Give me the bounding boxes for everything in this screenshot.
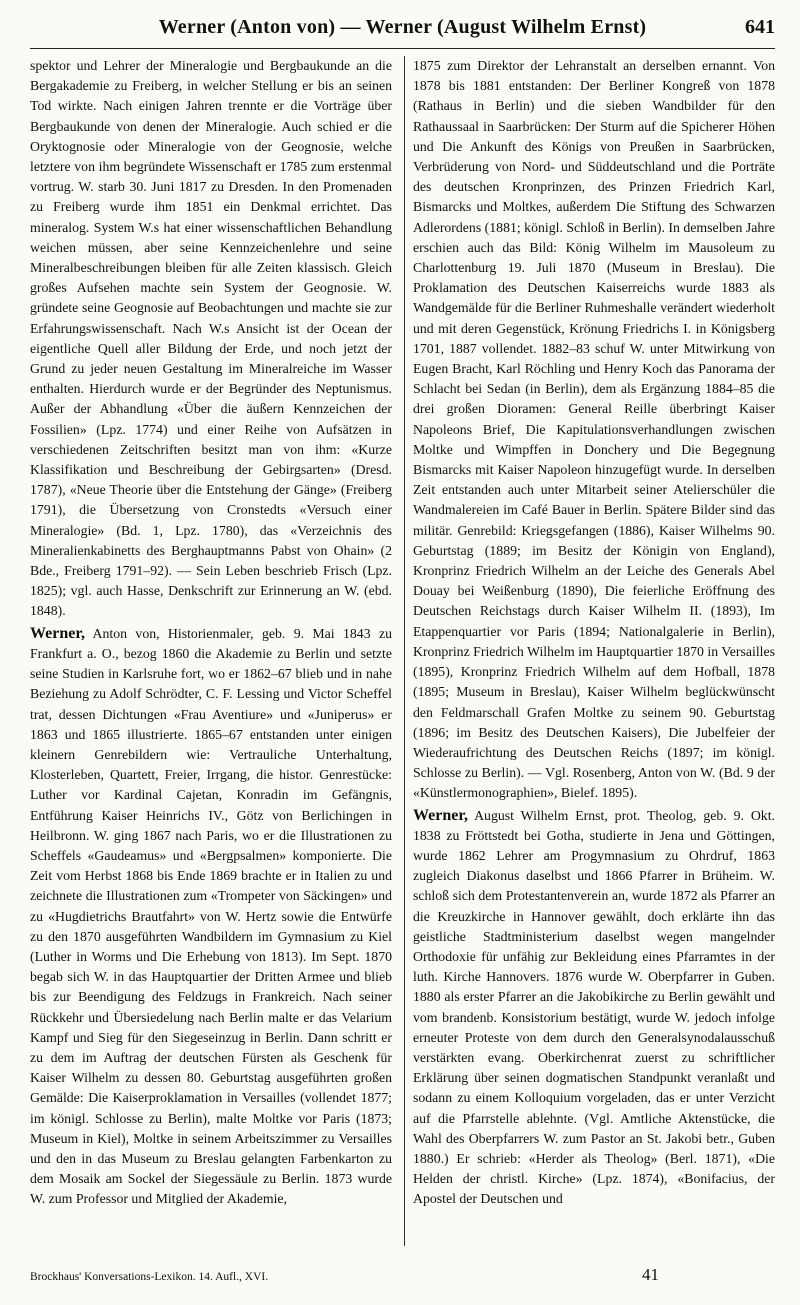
entry-headword: Werner, <box>413 806 468 824</box>
article-paragraph <box>413 56 775 804</box>
column-divider <box>404 56 405 1246</box>
article-entry <box>30 624 392 1210</box>
entry-text: August Wilhelm Ernst, prot. Theolog, geb. 9. Okt. 1838 zu Fröttstedt bei Gotha, studierte in Jena und Göttingen, wurde 1862 Lehrer am Progymnasium zu Ohrdruf, 1863 zugleich Diakonus daselbst und 1866 Pfarrer in Brüheim. W. schloß sich dem Protestantenverein an, wurde 1872 als Pfarrer an die Kreuzkirche in Hannover gewählt, doch erklärte ihn das geistliche Stadtministerium daselbst wegen mangelnder Orthodoxie für unfähig zur Bekleidung eines Pfarramtes in der luth. Kirche Hannovers. 1876 wurde W. Oberpfarrer in Guben. 1880 als erster Pfarrer an die Jakobikirche zu Berlin gewählt und vom brandenb. Konsistorium bestätigt, wurde W. jedoch infolge erneuter Proteste von dem durch den Generalsynodalausschuß verstärkten evang. Oberkirchenrat zuerst zu schriftlicher Erklärung über seinen dogmatischen Standpunkt veranlaßt und sodann zu einem Kolloquium vorgeladen, das er unter Verzicht auf die Pfarrstelle ablehnte. (Vgl. Amtliche Aktenstücke, die Wahl des Oberpfarrers W. zum Pastor an St. Jakobi betr., Guben 1880.) Er schrieb: «Herder als Theolog» (Berl. 1871), «Die Helden der christl. Kirche» (Lpz. 1874), «Bonifacius, der Apostel der Deutschen und <box>413 807 775 1207</box>
page-number: 641 <box>745 16 775 38</box>
right-column <box>413 56 775 1210</box>
article-paragraph <box>30 56 392 622</box>
entry-text: Anton von, Historienmaler, geb. 9. Mai 1843 zu Frankfurt a. O., bezog 1860 die Akademie zu Berlin und setzte seine Studien in Karlsruhe fort, wo er 1862–67 blieb und in nahe Beziehung zu Adolf Schrödter, C. F. Lessing und Victor Scheffel trat, dessen Dichtungen «Frau Aventiure» und «Juniperus» er 1863 und 1865 illustrierte. 1865–67 entstanden unter einigen kleinern Genrebildern wie: Vertrauliche Unterhaltung, Klosterleben, Quartett, Freier, Irrgang, die histor. Genrestücke: Luther vor Kardinal Cajetan, Konradin im Gefängnis, Entführung Kaiser Heinrichs IV., Götz von Berlichingen in Heilbronn. W. ging 1867 nach Paris, wo er die Illustrationen zu Scheffels «Gaudeamus» und «Bergpsalmen» komponierte. Die Zeit vom Herbst 1868 bis Ende 1869 brachte er in Italien zu und zeichnete die Illustrationen zum «Trompeter von Säckingen» und zu «Hugdietrichs Brautfahrt» von W. Hertz sowie die Entwürfe zu den 1870 ausgeführten Wandbildern im Gymnasium zu Kiel (Luther in Worms und Die Erhebung von 1813). Im Sept. 1870 begab sich W. in das Hauptquartier der Dritten Armee und blieb bis zur Beendigung des Feldzugs in Frankreich. Nach seiner Rückkehr und Übersiedelung nach Berlin malte er das Velarium Kampf und Sieg für den Siegeseinzug in Berlin. Dann schritt er zu dem im Auftrag der deutschen Fürsten als Geschenk für Kaiser Wilhelm zu dessen 80. Geburtstag ausgeführten großen Gemälde: Die Kaiserproklamation in Versailles (vollendet 1877; im königl. Schlosse zu Berlin), malte Moltke vor Paris (1873; Museum in Kiel), Moltke in seinem Arbeitszimmer zu Versailles und den in das Museum zu Breslau gelangten Farbenkarton zu dem Mosaik am Sockel der Siegessäule zu Berlin. 1873 wurde W. zum Professor und Mitglied der Akademie, <box>30 625 392 1207</box>
paragraph-text: spektor und Lehrer der Mineralogie und Bergbaukunde an die Bergakademie zu Freiberg, in welcher Stellung er bis an seinen Tod wirkte. Nach einigen Jahren trennte er die Vorträge über Bergbaukunde von denen der Mineralogie. Auch schied er die Oryktognosie oder Mineralogie von der Geognosie, welche letztere von ihm begründete Wissenschaft er 1785 zum erstenmal vortrug. W. starb 30. Juni 1817 zu Dresden. In den Promenaden zu Freiberg wurde ihm 1851 ein Denkmal errichtet. Das mineralog. System W.s hat einer wissenschaftlichen Behandlung weichen müssen, aber seine Kennzeichenlehre und seine Mineralbeschreibungen bleiben für alle Zeiten klassisch. Gleich großes Aufsehen machte sein System der Geognosie. W. gründete seine Geognosie auf Beobachtungen und machte sie zur Erfahrungswissenschaft. Nach W.s Ansicht ist der Ocean der eigentliche Quell aller Bildung der Erde, und noch jetzt der Grund zu jeder neuen Gestaltung im Mineralreiche im Wasser enthalten. Hierdurch wurde er der Begründer des Neptunismus. Außer der Abhandlung «Über die äußern Kennzeichen der Fossilien» (Lpz. 1774) und einer Reihe von Aufsätzen in verschiedenen Zeitschriften besitzt man von ihm: «Kurze Klassifikation und Beschreibung der Gebirgsarten» (Dresd. 1787), «Neue Theorie über die Entstehung der Gänge» (Freiberg 1791), die Übersetzung von Cronstedts «Versuch einer Mineralogie» (Bd. 1, Lpz. 1780), das «Verzeichnis des Mineralienkabinetts des Berghauptmanns Pabst von Ohain» (2 Bde., Freiberg 1791–92). — Sein Leben beschrieb Frisch (Lpz. 1825); vgl. auch Hasse, Denkschrift zur Erinnerung an W. (ebd. 1848). <box>30 58 392 619</box>
left-column <box>30 56 392 1210</box>
sheet-signature: 41 <box>642 1265 659 1284</box>
entry-headword: Werner, <box>30 624 85 642</box>
running-title: Werner (Anton von) — Werner (August Wilhelm Ernst) <box>158 16 647 38</box>
header-rule <box>30 48 775 49</box>
publication-footer: Brockhaus' Konversations-Lexikon. 14. Aufl., XVI. <box>30 1271 269 1283</box>
running-header <box>30 14 775 44</box>
article-entry <box>413 806 775 1210</box>
paragraph-text: 1875 zum Direktor der Lehranstalt an derselben ernannt. Von 1878 bis 1881 entstanden: Der Berliner Kongreß von 1878 (Rathaus in Berlin) und die sieben Wandbilder für den Rathaussaal in Saarbrücken: Der Sturm auf die Spicherer Höhen und Die Ankunft des Königs von Preußen in Saarbrücken, Verbrüderung von Nord- und Süddeutschland und die Porträte des deutschen Kronprinzen, des Prinzen Friedrich Karl, Bismarcks und Moltkes, außerdem Die Stiftung des Schwarzen Adlerordens (1881; königl. Schloß in Berlin). In demselben Jahre erschien auch das Bild: König Wilhelm im Mausoleum zu Charlottenburg 19. Juli 1870 (Museum in Breslau). Die Proklamation des Deutschen Kaiserreichs wurde 1883 als Wandgemälde für die Berliner Ruhmeshalle verändert wiederholt und mit deren Gegenstück, Krönung Friedrichs I. in Königsberg 1701, 1887 vollendet. 1882–83 schuf W. unter Mitwirkung von Eugen Bracht, Karl Röchling und Henry Koch das Panorama der Schlacht bei Sedan (in Berlin), dem als Ergänzung 1884–85 die drei großen Dioramen: General Reille überbringt Kaiser Napoleons Brief, Die Kapitulationsverhandlungen zwischen Moltke und Wimpffen in Donchery und Die Begegnung Bismarcks mit Kaiser Napoleon hinzugefügt wurde. In derselben Zeit entstanden auch unter Mitarbeit seiner Atelierschüler die Wandmalereien im Café Bauer in Berlin. Spätere Bilder sind das militär. Genrebild: Kriegsgefangen (1886), Kaiser Wilhelms 90. Geburtstag (1889; im Besitz der Königin von England), Kronprinz Friedrich Wilhelm an der Leiche des Generals Abel Douay bei Weißenburg (1890), Die feierliche Eröffnung des Deutschen Reichstags durch Kaiser Wilhelm II. (1893), Im Etappenquartier vor Paris (1894; Nationalgalerie in Berlin), Kronprinz Friedrich Wilhelm im Hauptquartier 1870 in Versailles (1895), Kronprinz Friedrich Wilhelm auf dem Hofball, 1878 (1895; Museum in Breslau), Kaiser Wilhelm beglückwünscht den Feldmarschall Grafen Moltke zu seinem 90. Geburtstag (1896; im Besitz des Deutschen Kaisers), Die Jubelfeier der Wiederaufrichtung des Deutschen Reichs (1897; im königl. Schlosse zu Berlin). — Vgl. Rosenberg, Anton von W. (Bd. 9 der «Künstlermonographien», Bielef. 1895). <box>413 58 775 801</box>
